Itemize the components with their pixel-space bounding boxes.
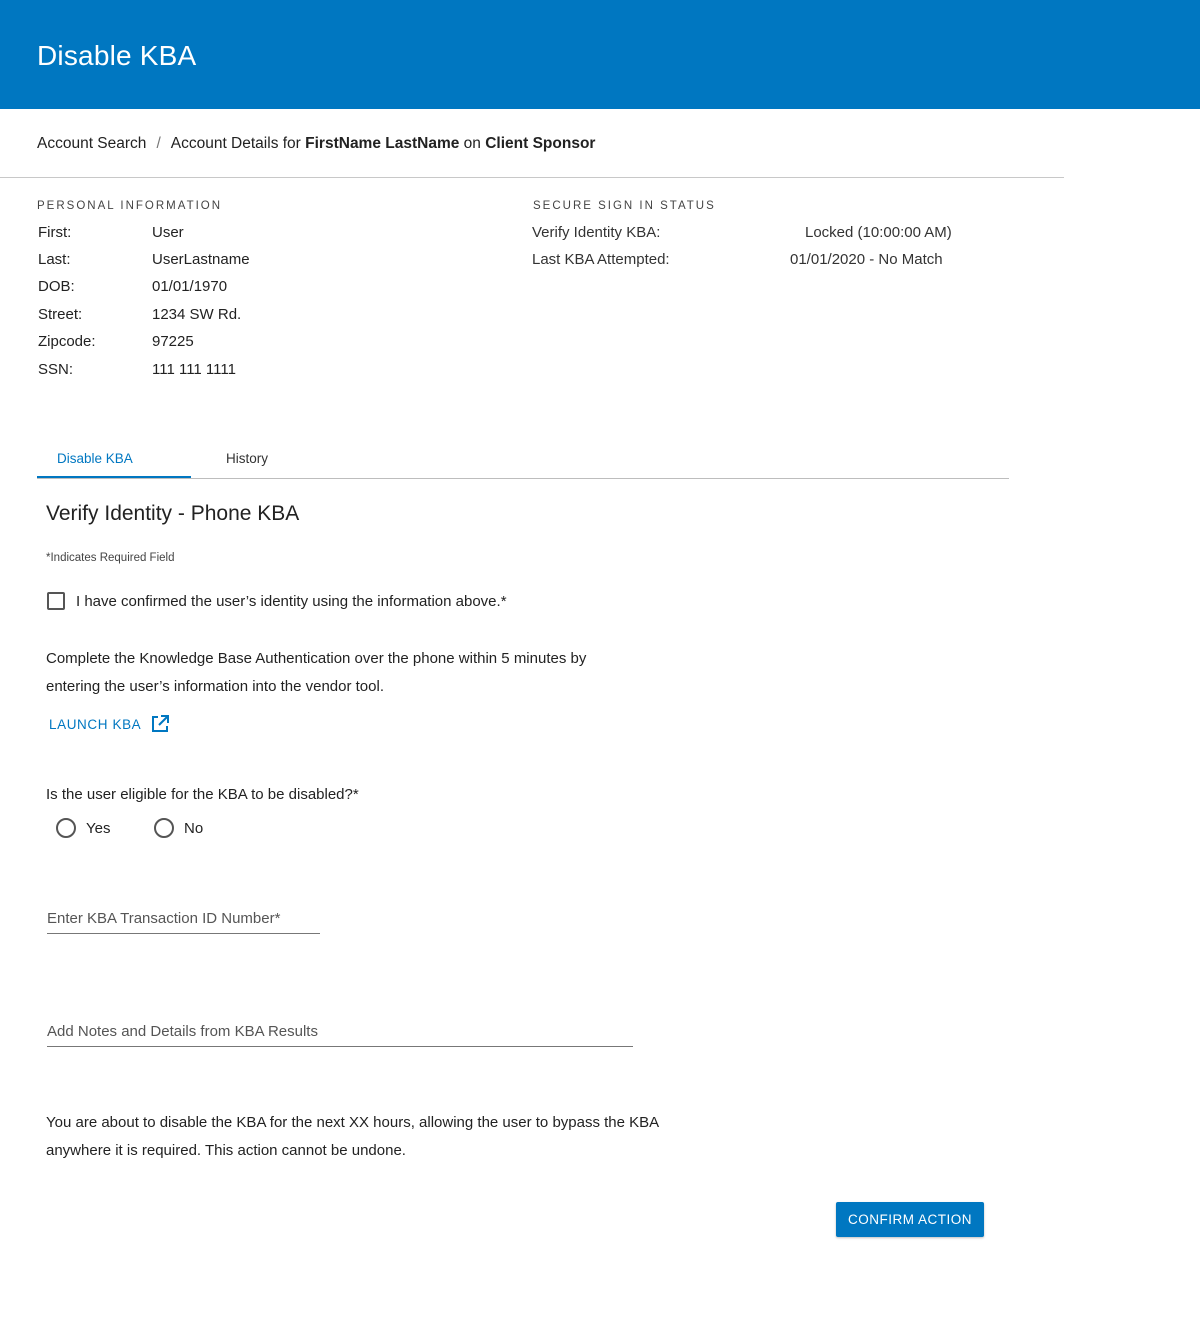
- launch-kba-label: LAUNCH KBA: [49, 716, 142, 732]
- eligibility-no-label: No: [184, 819, 204, 837]
- identity-confirmed-label: I have confirmed the user’s identity using the information above.*: [76, 592, 507, 610]
- kba-instructions: [46, 645, 586, 700]
- form-title: Verify Identity - Phone KBA: [46, 502, 300, 525]
- launch-kba-link[interactable]: [49, 714, 170, 734]
- kba-transaction-id-input[interactable]: [47, 910, 320, 934]
- eligibility-yes-option[interactable]: [56, 818, 110, 838]
- personal-key: Street:: [38, 306, 83, 323]
- disable-warning-line: You are about to disable the KBA for the next XX hours, allowing the user to bypass the KBA: [46, 1114, 660, 1131]
- status-key-verify-identity: Verify Identity KBA:: [532, 224, 661, 241]
- disable-warning: [46, 1109, 659, 1164]
- tab-history[interactable]: History: [226, 451, 269, 466]
- personal-key: Last:: [38, 251, 71, 268]
- active-tab-indicator: [37, 476, 191, 478]
- secure-status-heading: SECURE SIGN IN STATUS: [533, 200, 716, 212]
- eligibility-no-radio[interactable]: [154, 818, 174, 838]
- personal-value: 1234 SW Rd.: [152, 306, 242, 323]
- kba-instructions-line: entering the user’s information into the vendor tool.: [46, 677, 384, 695]
- status-key-last-kba: Last KBA Attempted:: [532, 251, 670, 268]
- eligibility-yes-label: Yes: [86, 819, 111, 837]
- eligibility-yes-radio[interactable]: [56, 818, 76, 838]
- breadcrumb-details-prefix: Account Details for: [170, 135, 301, 152]
- breadcrumb-divider: [0, 177, 1064, 178]
- disable-warning-line: anywhere it is required. This action cannot be undone.: [46, 1141, 406, 1159]
- status-value-verify-identity: Locked (10:00:00 AM): [805, 224, 952, 241]
- personal-info-heading: PERSONAL INFORMATION: [37, 200, 223, 212]
- personal-value: 111 111 1111: [152, 361, 236, 378]
- breadcrumb-connector: on: [463, 135, 481, 152]
- page-header: [0, 0, 1200, 109]
- external-link-icon: [150, 714, 170, 734]
- kba-instructions-line: Complete the Knowledge Base Authentication over the phone within 5 minutes by: [46, 650, 587, 667]
- identity-confirmed-checkbox-row[interactable]: [47, 592, 507, 610]
- page-title: Disable KBA: [37, 40, 197, 71]
- personal-key: First:: [38, 224, 72, 241]
- eligibility-question: Is the user eligible for the KBA to be disabled?*: [46, 786, 359, 803]
- personal-value: 97225: [152, 333, 194, 350]
- tab-disable-kba[interactable]: Disable KBA: [57, 451, 133, 466]
- eligibility-no-option[interactable]: [154, 818, 203, 838]
- breadcrumb-sponsor: Client Sponsor: [485, 135, 596, 152]
- breadcrumb-user-name: FirstName LastName: [305, 135, 460, 152]
- personal-key: DOB:: [38, 278, 75, 295]
- breadcrumb-account-search[interactable]: Account Search: [37, 135, 147, 152]
- status-value-last-kba: 01/01/2020 - No Match: [790, 251, 943, 268]
- personal-key: SSN:: [38, 361, 74, 378]
- personal-value: UserLastname: [152, 251, 250, 268]
- personal-key: Zipcode:: [38, 333, 96, 350]
- personal-value: 01/01/1970: [152, 278, 228, 295]
- kba-notes-input[interactable]: [47, 1023, 633, 1047]
- breadcrumb: [37, 135, 595, 153]
- required-field-note: *Indicates Required Field: [46, 552, 175, 564]
- confirm-action-button[interactable]: CONFIRM ACTION: [836, 1202, 984, 1237]
- tab-bar: [37, 441, 1009, 479]
- breadcrumb-separator: /: [156, 135, 161, 152]
- identity-confirmed-checkbox[interactable]: [47, 592, 65, 610]
- personal-value: User: [152, 224, 184, 241]
